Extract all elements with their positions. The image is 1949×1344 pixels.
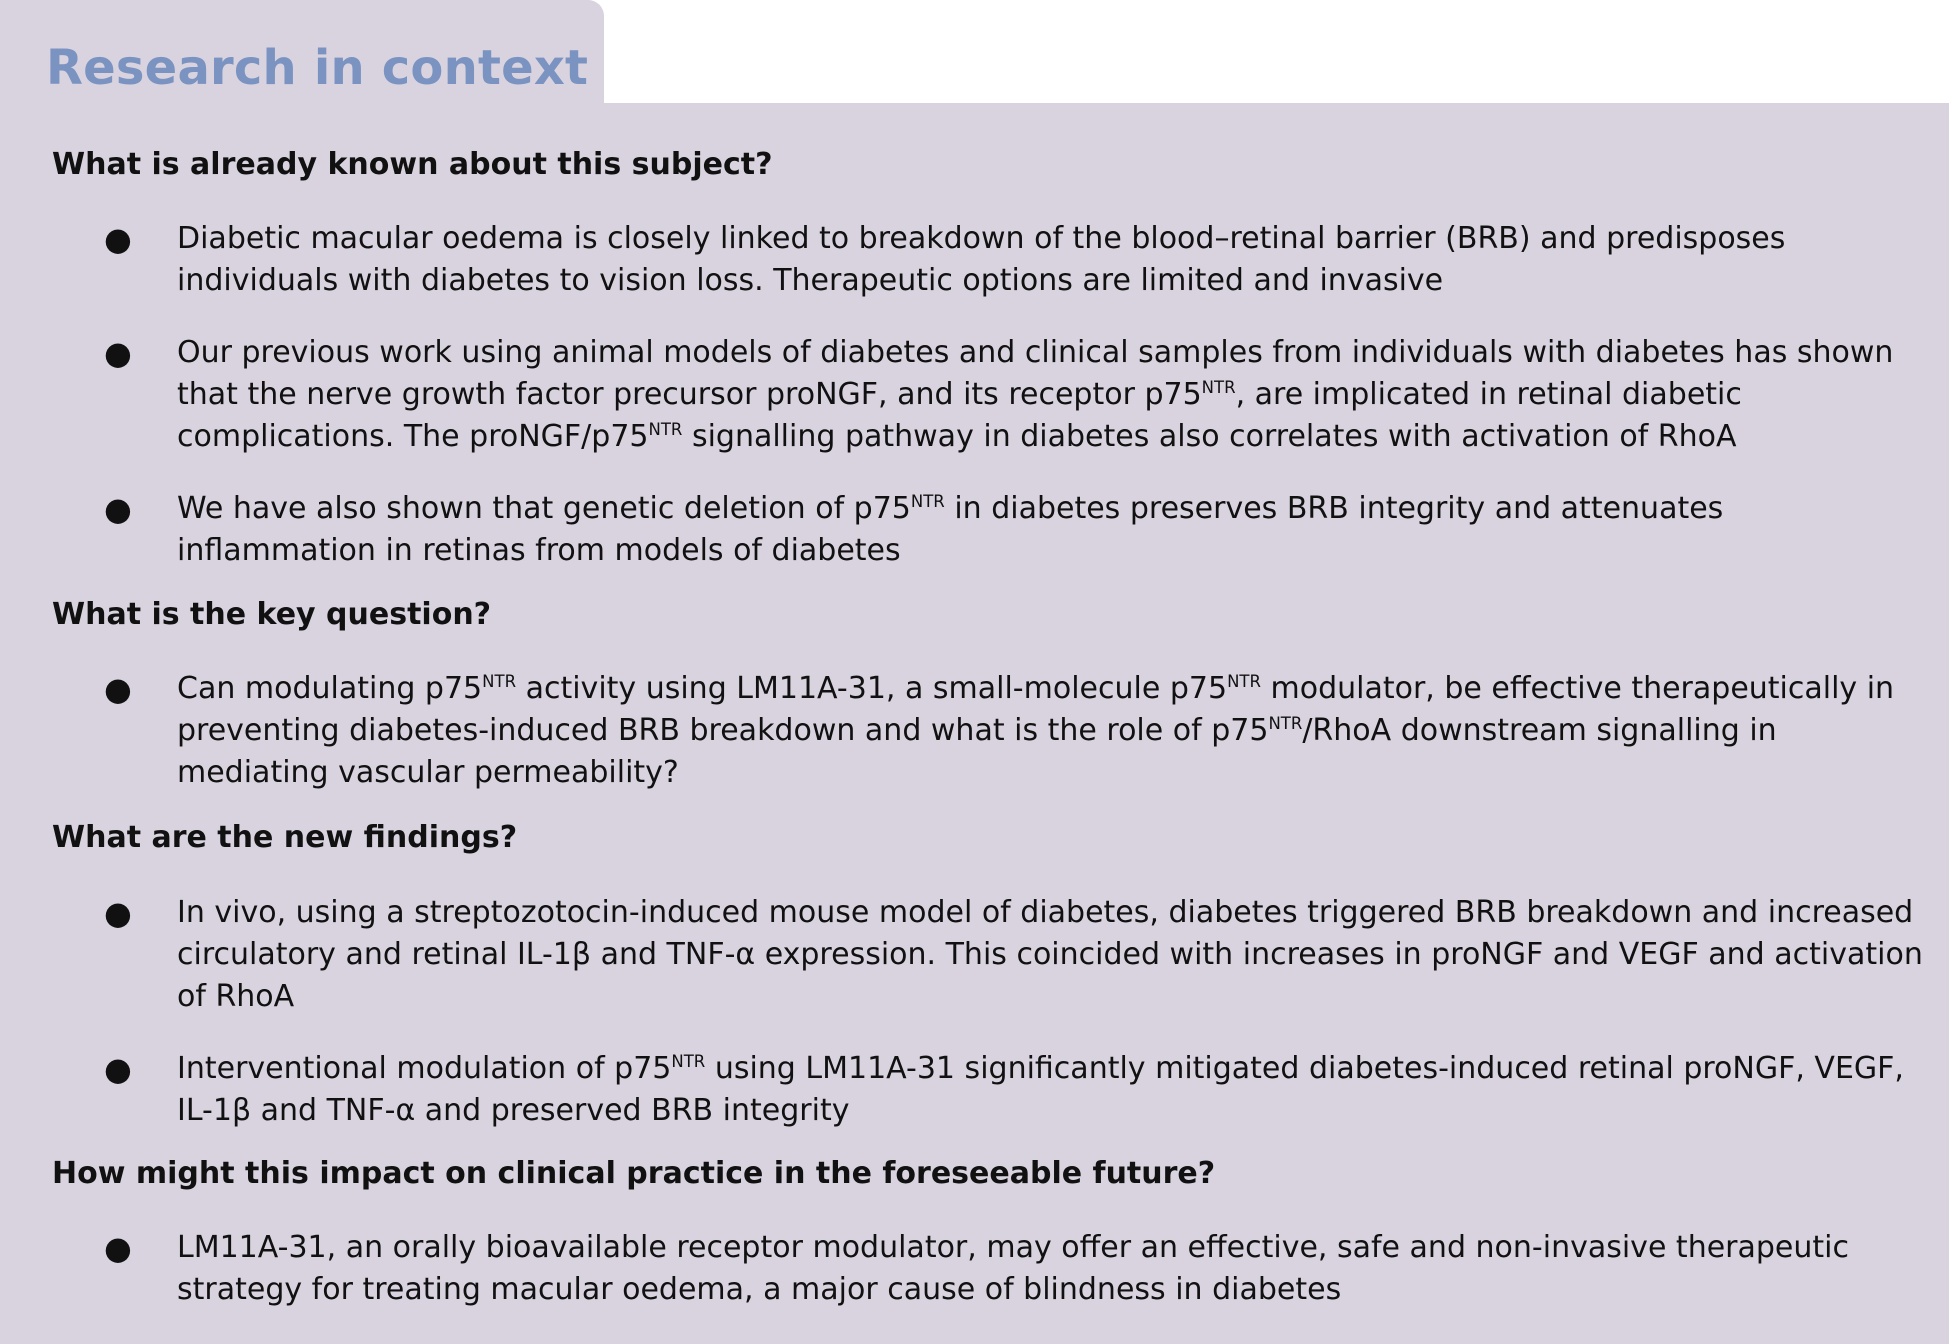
bullet-icon: ● <box>104 334 132 372</box>
list-item: Can modulating $p75^{NTR}$ activity using LM11A-31, a small-molecule $p75^{NTR}$ modulator, be effective therapeutically in preventing diabetes-induced BRB breakdown and what is the role of $p75^{NTR}$/RhoA downstream signalling in mediating vascular permeability? <box>177 671 1895 790</box>
list-item: Interventional modulation of $p75^{NTR}$ using LM11A-31 significantly mitigated diabetes-induced retinal proNGF, VEGF, IL-1β and TNF-α and preserved BRB integrity <box>177 1051 1904 1128</box>
superscript-ntr: NTR <box>671 1052 706 1071</box>
bullet-icon: ● <box>104 490 132 528</box>
bullet-icon: ● <box>104 1050 132 1088</box>
superscript-ntr: NTR <box>1227 672 1261 691</box>
bullet-icon: ● <box>104 894 132 932</box>
list-item: Diabetic macular oedema is closely linked to breakdown of the blood–retinal barrier (BRB) and predisposes individuals with diabetes to vision loss. Therapeutic options are limited and invasive <box>177 221 1786 298</box>
superscript-ntr: NTR <box>910 492 945 511</box>
bullet-icon: ● <box>104 220 132 258</box>
superscript-ntr: NTR <box>1201 378 1236 397</box>
list-item: LM11A-31, an orally bioavailable receptor modulator, may offer an effective, safe and non-invasive therapeutic strategy for treating macular oedema, a major cause of blindness in diabetes <box>177 1230 1849 1307</box>
list-item: In vivo, using a streptozotocin-induced mouse model of diabetes, diabetes triggered BRB breakdown and increased circulatory and retinal IL-1β and TNF-α expression. This coincided with increases in proNGF and VEGF and activation of RhoA <box>177 895 1923 1014</box>
superscript-ntr: NTR <box>1268 714 1303 733</box>
page-title: Research in context <box>46 40 589 96</box>
superscript-ntr: NTR <box>482 672 517 691</box>
section-heading-impact: How might this impact on clinical practice in the foreseeable future? <box>52 1156 1216 1191</box>
title-tab <box>0 0 604 105</box>
list-item: Our previous work using animal models of diabetes and clinical samples from individuals with diabetes has shown that the nerve growth factor precursor proNGF, and its receptor $p75^{NTR}$, are implicated in retinal diabetic complications. The proNGF/$p75^{NTR}$ signalling pathway in diabetes also correlates with activation of RhoA <box>177 335 1894 454</box>
superscript-ntr: NTR <box>648 420 683 439</box>
list-item: We have also shown that genetic deletion of $p75^{NTR}$ in diabetes preserves BRB integrity and attenuates inflammation in retinas from models of diabetes <box>177 491 1724 568</box>
bullet-icon: ● <box>104 670 132 708</box>
section-heading-findings: What are the new findings? <box>52 820 518 855</box>
bullet-icon: ● <box>104 1229 132 1267</box>
section-heading-known: What is already known about this subject? <box>52 147 773 182</box>
section-heading-question: What is the key question? <box>52 597 492 632</box>
